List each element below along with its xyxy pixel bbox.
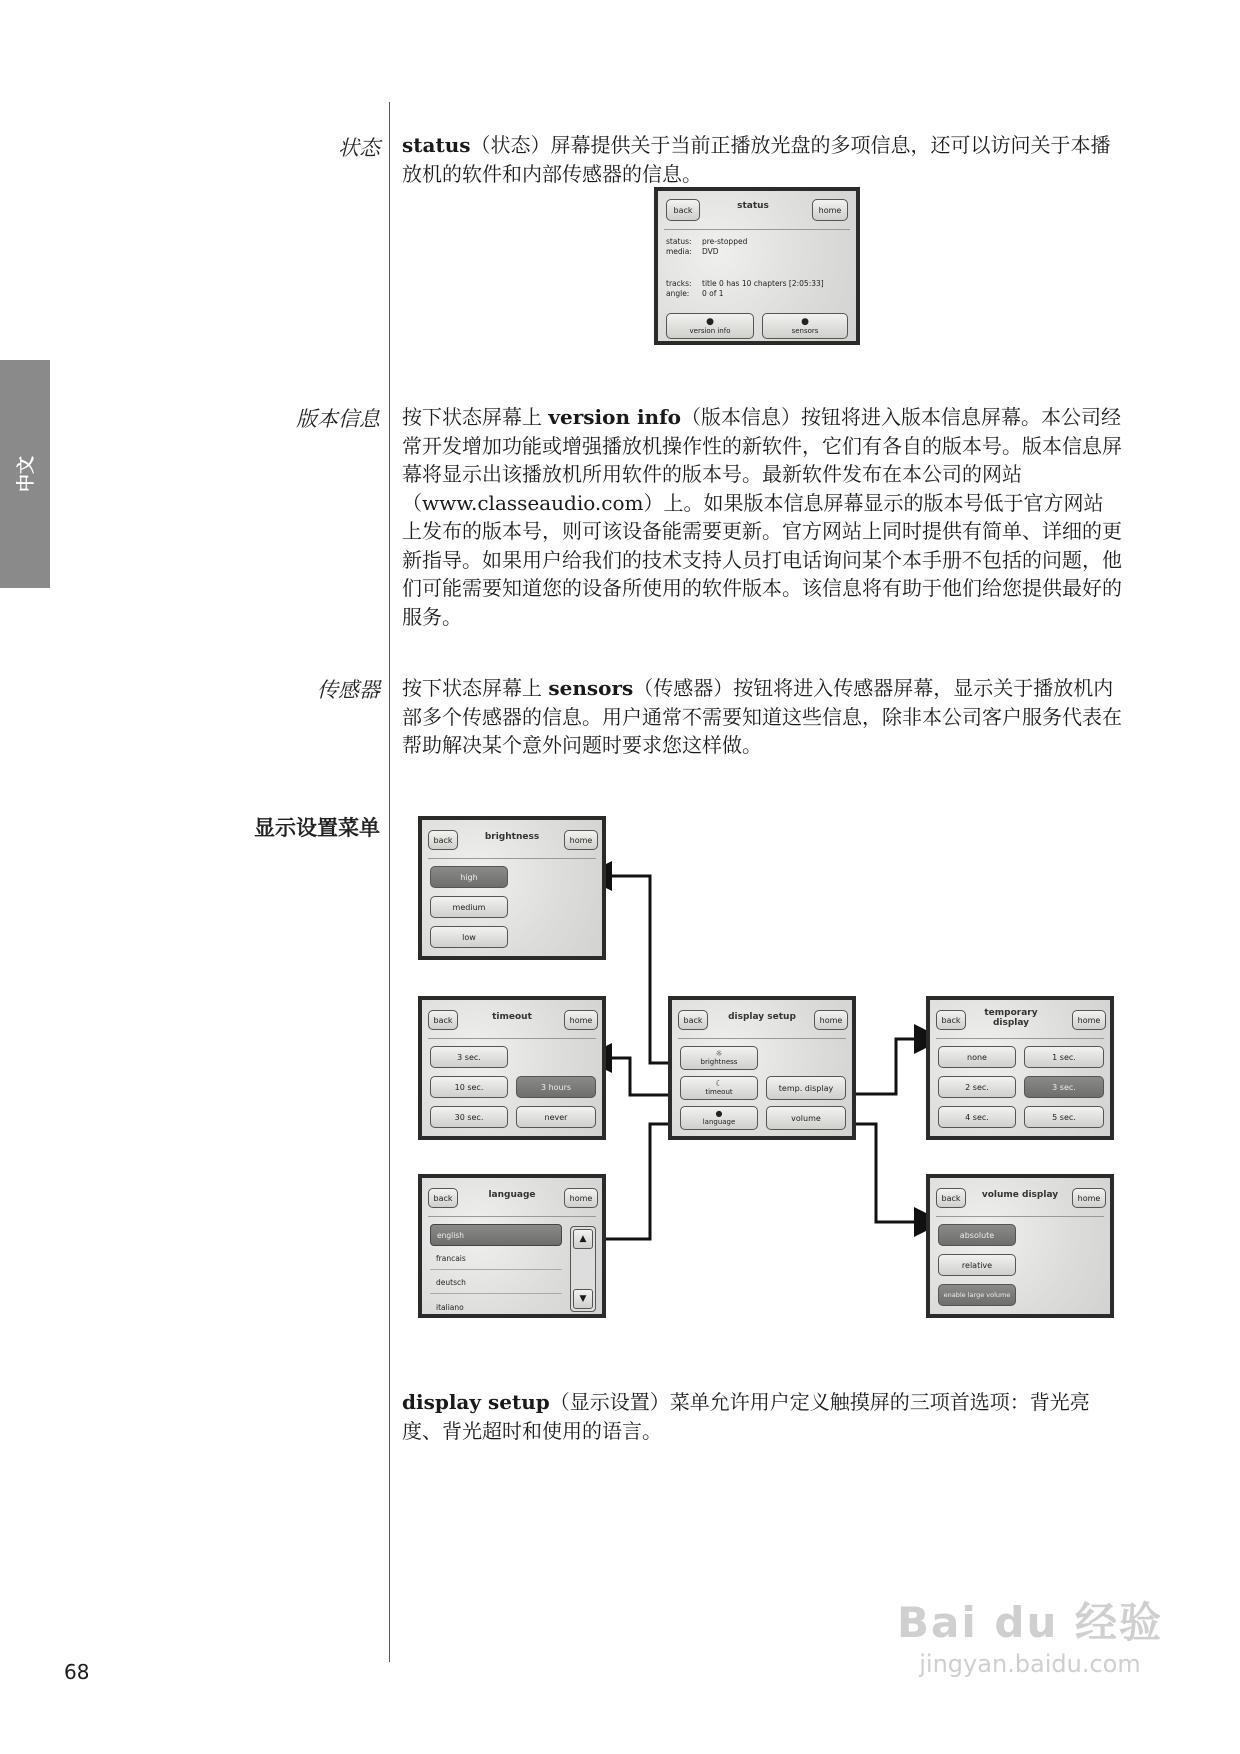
language-item-francais[interactable]: francais	[430, 1248, 562, 1270]
back-button[interactable]: back	[678, 1010, 708, 1030]
language-item-italiano[interactable]: italiano	[436, 1302, 464, 1312]
screen-title: volume display	[981, 1190, 1059, 1200]
sensor-icon: ●	[801, 316, 809, 327]
option-30-sec[interactable]: 30 sec.	[430, 1106, 508, 1128]
speech-bubble-icon: ●	[715, 1109, 723, 1118]
screen-title: temporary display	[984, 1008, 1038, 1028]
option-3-hours[interactable]: 3 hours	[516, 1076, 596, 1098]
scroll-up-arrow-icon[interactable]: ▲	[573, 1229, 593, 1249]
label-sensors: 传感器	[317, 678, 380, 702]
status-key: status:	[666, 237, 692, 246]
sensors-label: sensors	[791, 326, 819, 335]
divider	[936, 1216, 1104, 1217]
option-3-sec[interactable]: 3 sec.	[430, 1046, 508, 1068]
para-display-menu	[402, 1388, 1122, 1445]
divider	[428, 858, 596, 859]
screen-title: language	[488, 1190, 536, 1200]
label-status: 状态	[338, 136, 380, 160]
option-medium[interactable]: medium	[430, 896, 508, 918]
home-button[interactable]: home	[564, 1188, 598, 1208]
label-version: 版本信息	[296, 407, 380, 431]
term-status: status	[402, 133, 471, 157]
watermark-brand: Bai du 经验	[897, 1598, 1163, 1647]
tracks-key: tracks:	[666, 279, 692, 288]
tracks-value: title 0 has 10 chapters [2:05:33]	[702, 279, 824, 288]
info-icon: ●	[706, 316, 714, 327]
language-label: language	[702, 1118, 736, 1126]
status-value: pre-stopped	[702, 237, 748, 246]
language-button[interactable]	[680, 1106, 758, 1130]
back-button[interactable]: back	[428, 830, 458, 850]
temp-display-button[interactable]: temp. display	[766, 1076, 846, 1100]
option-1-sec[interactable]: 1 sec.	[1024, 1046, 1104, 1068]
media-value: DVD	[702, 247, 719, 256]
divider	[428, 1038, 596, 1039]
brightness-button[interactable]	[680, 1046, 758, 1070]
arrow-to-temporary	[844, 1039, 938, 1094]
timeout-label: timeout	[705, 1088, 733, 1096]
brightness-screen	[418, 816, 606, 960]
side-tab-label: 中文	[16, 456, 37, 492]
back-button[interactable]: back	[428, 1010, 458, 1030]
back-button[interactable]: back	[936, 1010, 966, 1030]
option-never[interactable]: never	[516, 1106, 596, 1128]
sun-icon: ☼	[715, 1049, 723, 1058]
timeout-screen	[418, 996, 606, 1140]
arrow-to-volume	[844, 1124, 938, 1222]
option-none[interactable]: none	[938, 1046, 1016, 1068]
angle-value: 0 of 1	[702, 289, 724, 298]
term-version: version info	[548, 405, 682, 429]
option-5-sec[interactable]: 5 sec.	[1024, 1106, 1104, 1128]
text-sensors-pre: 按下状态屏幕上	[402, 676, 549, 700]
watermark-url: jingyan.baidu.com	[919, 1650, 1141, 1678]
screen-title: brightness	[484, 832, 540, 842]
brightness-label: brightness	[700, 1058, 738, 1066]
temporary-display-screen	[926, 996, 1114, 1140]
option-2-sec[interactable]: 2 sec.	[938, 1076, 1016, 1098]
divider	[678, 1038, 846, 1039]
angle-key: angle:	[666, 289, 690, 298]
text-version: （版本信息）按钮将进入版本信息屏幕。本公司经常开发增加功能或增强播放机操作性的新软件，它们有各自的版本号。版本信息屏幕将显示出该播放机所用软件的版本号。最新软件发布在本公司的网站（www.classeaudio.com）上。如果版本信息屏幕显示的版本号低于官方网站上发布的版本号，则可该设备能需要更新。官方网站上同时提供有简单、详细的更新指导。如果用户给我们的技术支持人员打电话询问某个本手册不包括的问题，他们可能需要知道您的设备所使用的软件版本。该信息将有助于他们给您提供最好的服务。	[402, 405, 1122, 629]
baidu-watermark	[880, 1590, 1180, 1678]
timeout-button[interactable]	[680, 1076, 758, 1100]
home-button[interactable]: home	[1072, 1188, 1106, 1208]
version-info-label: version info	[689, 326, 731, 335]
home-button[interactable]: home	[564, 830, 598, 850]
scrollbar[interactable]	[570, 1226, 596, 1312]
page-number: 68	[64, 1660, 90, 1684]
back-button[interactable]: back	[666, 199, 700, 221]
divider	[428, 1216, 596, 1217]
option-high[interactable]: high	[430, 866, 508, 888]
language-item-english[interactable]: english	[430, 1224, 562, 1246]
moon-icon: ☾	[715, 1079, 723, 1088]
text-sensors: （传感器）按钮将进入传感器屏幕，显示关于播放机内部多个传感器的信息。用户通常不需要知道这些信息，除非本公司客户服务代表在帮助解决某个意外问题时要求您这样做。	[402, 676, 1122, 757]
volume-display-screen	[926, 1174, 1114, 1318]
language-screen	[418, 1174, 606, 1318]
text-status: （状态）屏幕提供关于当前正播放光盘的多项信息，还可以访问关于本播放机的软件和内部传感器的信息。	[402, 133, 1111, 186]
option-3-sec[interactable]: 3 sec.	[1024, 1076, 1104, 1098]
home-button[interactable]: home	[1072, 1010, 1106, 1030]
option-relative[interactable]: relative	[938, 1254, 1016, 1276]
term-display-setup: display setup	[402, 1390, 550, 1414]
option-absolute[interactable]: absolute	[938, 1224, 1016, 1246]
back-button[interactable]: back	[428, 1188, 458, 1208]
label-display-menu: 显示设置菜单	[254, 816, 380, 840]
display-setup-screen	[668, 996, 856, 1140]
option-enable-large-volume[interactable]: enable large volume	[938, 1284, 1016, 1306]
language-item-deutsch[interactable]: deutsch	[430, 1272, 562, 1294]
text-display-menu: （显示设置）菜单允许用户定义触摸屏的三项首选项：背光亮度、背光超时和使用的语言。	[402, 1390, 1090, 1443]
scroll-down-arrow-icon[interactable]: ▼	[573, 1289, 593, 1309]
option-4-sec[interactable]: 4 sec.	[938, 1106, 1016, 1128]
option-10-sec[interactable]: 10 sec.	[430, 1076, 508, 1098]
home-button[interactable]: home	[814, 1010, 848, 1030]
home-button[interactable]: home	[564, 1010, 598, 1030]
home-button[interactable]: home	[812, 199, 848, 221]
media-key: media:	[666, 247, 692, 256]
screen-title: display setup	[728, 1012, 796, 1022]
back-button[interactable]: back	[936, 1188, 966, 1208]
screen-title: timeout	[492, 1012, 532, 1022]
divider	[936, 1038, 1104, 1039]
screen-title: status	[737, 201, 769, 211]
term-sensors: sensors	[548, 676, 634, 700]
text-version-pre: 按下状态屏幕上	[402, 405, 549, 429]
option-low[interactable]: low	[430, 926, 508, 948]
volume-button[interactable]: volume	[766, 1106, 846, 1130]
